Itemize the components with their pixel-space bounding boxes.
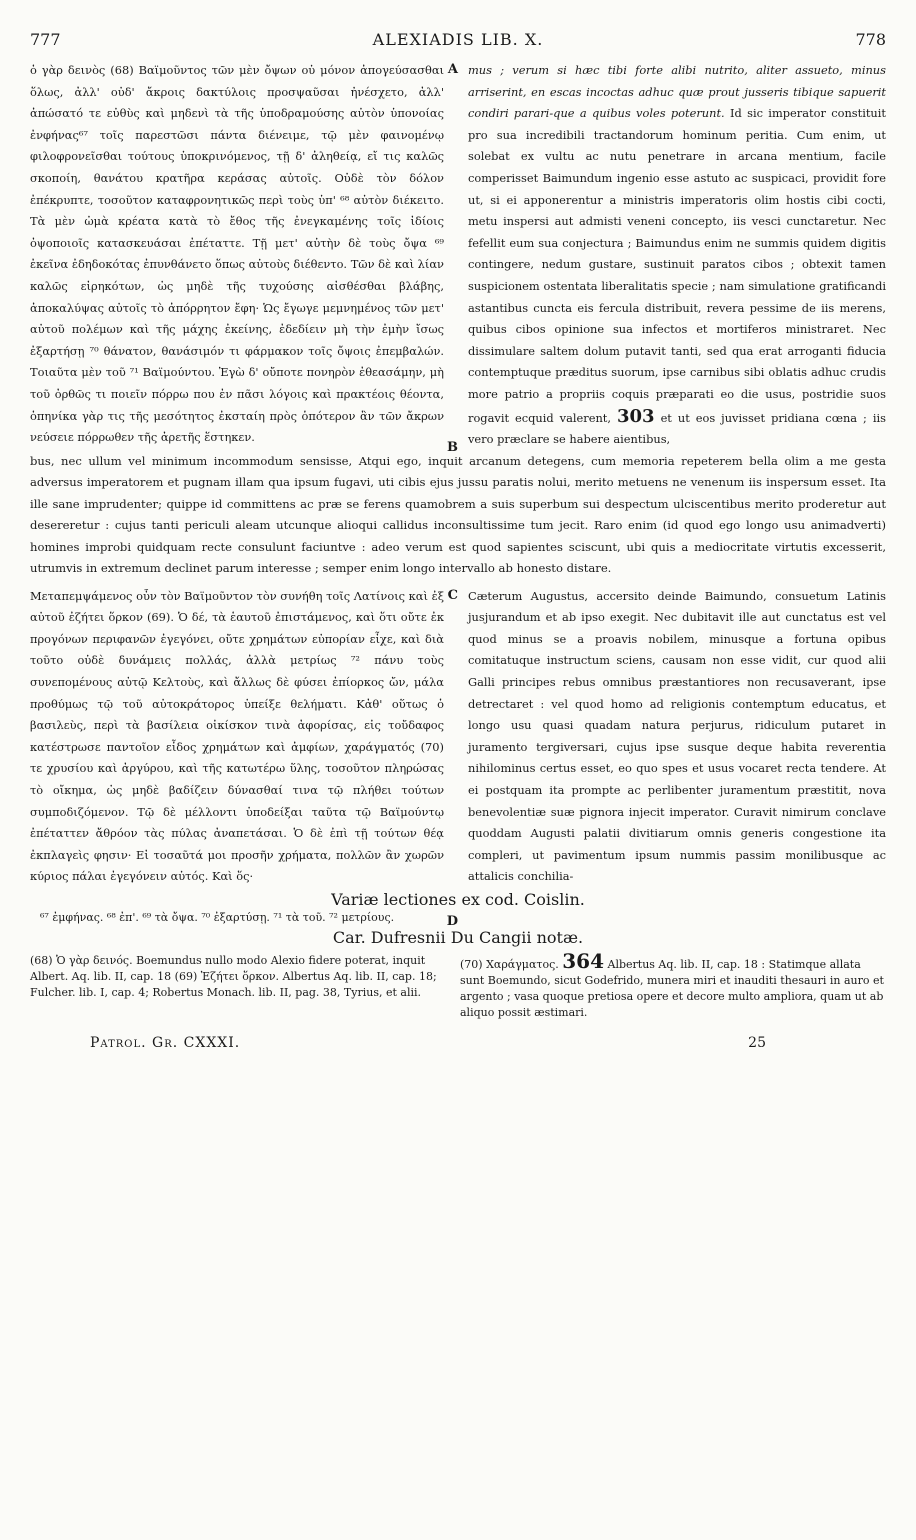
page-header	[30, 30, 886, 60]
greek-column-top	[30, 60, 458, 455]
column-number-303: 303	[617, 405, 655, 427]
margin-marker-d: D	[446, 913, 458, 929]
variants-line: ⁶⁷ ἐμφήνας. ⁶⁸ ἐπ'. ⁶⁹ τὰ ὄψα. ⁷⁰ ἐξαρτύσῃ. ⁷¹ τὰ τοῦ. ⁷² μετρίους.	[40, 911, 395, 924]
latin-text-bottom: Cæterum Augustus, accersito deinde Baimundo, consuetum Latinis jusjurandum et ab ipso exegit. Nec dubitavit ille aut cunctatus est vel quod minus se a proavis nobilem, minusque a fortuna opibus comitatuque instructum sciens, causam non esse vidit, cur quod alii Galli principes rebus omnibus præstantiores non recusaverant, ipse detrectaret : vel quod homo ad religionis contemptum educatus, et longo usu quasi quadam natura perjurus, ridiculum putaret in juramento tergiversari, cujus ipse susque deque habita reverentia nihilominus certus esset, eo quo spes et usus vocaret recta tendere. At ei postquam ita prompte ac perlibenter juramentum præstitit, nova benevolentiæ suæ pignora injecit imperator. Curavit nimirum conclave quoddam Augusti palatii divitiarum omnis generis congestione ita compleri, ut pavimentum ipsum nummis passim monilibusque ac attalicis conchilia-	[468, 588, 886, 884]
top-columns	[30, 60, 887, 455]
full-width-latin: bus, nec ullum vel minimum incommodum sensisse, Atqui ego, inquit arcanum detegens, cum memoria repeterem bella olim a me gesta adversus imperatorem et pugnam illam qua ipsum fugavi, uti cibis ejus jussu paratis nolui, merito metuens ne venenum iis inspersum esset. Ita ille sane imprudenter; quippe id committens ac præ se ferens quamobrem a suis superbum sui despectum ulciscentibus merito proderetur aut desereretur : cujus tanti periculi aleam utcunque alioqui callidus inconsultissime tum jecit. Raro enim (id quod ego longo usu animadverti) homines improbi quidquam recte consulunt faciuntve : adeo verum est quod sapientes sciscunt, ubi quis a mediocritate virtutis excesserit, utrumvis in extremum declinet parum interesse ; semper enim longo intervallo ab honesto distare.	[30, 453, 886, 576]
note-70-head: (70) Χαράγματος.	[460, 958, 559, 971]
latin-italic-text: mus ; verum si hæc tibi forte alibi nutrito, aliter assueto, minus arriserint, en escas incoctas adhuc quæ prout jusseris tibique sapuerit condiri parari-que a quibus voles poterunt.	[468, 63, 886, 121]
running-title: ALEXIADIS LIB. X.	[372, 30, 544, 49]
column-number-364: 364	[562, 949, 604, 973]
variants-title: Variæ lectiones ex cod. Coislin.	[331, 890, 585, 909]
latin-text-a: Id sic imperator constituit pro sua incredibili tractandorum hominum peritia. Cum enim, ut solebat ex vultu ac nutu penetrare in arcana mentium, facile comperisset Baimundum ingenio esse astuto ac suspicaci, providit fore ut, si ei apponerentur a ministris imperatoris olim hostis cibi cocti, metu inspersi aut admisti veneni concepto, iis vesci cunctaretur. Nec fefellit eum sua conjectura ; Baimundus enim ne summis quidem digitis contingere, nedum gustare, sustinuit paratos cibos ; obtexit tamen suspicionem ostentata liberalitatis specie ; nam simulatione gratificandi astantibus cuncta eis fercula distribuit, revera pessime de iis merens, quibus cibos opinione sua infectos et mortiferos ministraret. Nec dissimulare saltem dolum putavit tanti, sed qua erat arroganti fiducia contemptuque præditus suorum, ipse carnibus sibi oblatis adhuc crudis more patrio a propriis coquis præparati eo die usus, postridie suos rogavit ecquid valerent,	[468, 106, 886, 425]
page-number-right: 778	[855, 30, 886, 49]
notes-right	[460, 949, 886, 1021]
latin-column-bottom	[458, 586, 886, 888]
latin-column-top	[458, 60, 886, 451]
margin-marker-c: C	[447, 587, 458, 603]
margin-marker-a: A	[447, 62, 458, 77]
gathering-number: 25	[748, 1035, 766, 1051]
notes-title: Car. Dufresnii Du Cangii notæ.	[332, 928, 584, 947]
greek-text-top: ὁ γὰρ δεινὸς (68) Βαϊμοῦντος τῶν μὲν ὄψων οὐ μόνον ἀπογεύσασθαι ὅλως, ἀλλ' οὐδ' ἄκροις δακτύλοις προσψαῦσαι ἠνέσχετο, ἀλλ' ἀπώσατό τε εὐθὺς καὶ μηδενὶ τὰ τῆς ὑποδραμούσης αὐτὸν ὑπονοίας ἐνφήνας⁶⁷ τοῖς παρεστῶσι πάντα διένειμε, τῷ μὲν φαινομένῳ φιλοφρονεῖσθαι τούτους ὑποκρινόμενος, τῇ δ' ἀληθείᾳ, εἴ τις καλῶς σκοποίη, θανάτου κρατῆρα κεράσας αὐτοῖς. Οὐδὲ τὸν δόλον ἐπέκρυπτε, τοσοῦτον καταφρονητικῶς περὶ τοὺς ὑπ' ⁶⁸ αὐτὸν διέκειτο. Τὰ μὲν ὠμὰ κρέατα κατὰ τὸ ἔθος τῆς ἐνεγκαμένης τοῖς ἰδίοις ὀψοποιοῖς κατασκευάσαι ἐπέταττε. Τῇ μετ' αὐτὴν δὲ τοὺς ὄψα ⁶⁹ ἐκεῖνα ἐδηδοκότας ἐπυνθάνετο ὅπως αὐτοὺς διέθεντο. Τῶν δὲ καὶ λίαν καλῶς εἰρηκότων, ὡς μηδὲ τῆς τυχούσης αἰσθέσθαι βλάβης, ἀποκαλύψας αὐτοῖς τὸ ἀπόρρητον ἔφη· Ὡς ἔγωγε μεμνημένος τῶν μετ' αὐτοῦ πολέμων καὶ τῆς μάχης ἐκείνης, ἐδεδίειν μὴ τὴν ἐμὴν ἴσως ἐξαρτήσῃ ⁷⁰ θάνατον, θανάσιμόν τι φάρμακον τοῖς ὄψοις ἐπεμβαλών. Τοιαῦτα μὲν τοῦ ⁷¹ Βαϊμούντου. Ἐγὼ δ' οὔποτε πονηρὸν ἐθεασάμην, μὴ τοῦ ὀρθῶς τι ποιεῖν πόρρω που ἐν πᾶσι λόγοις καὶ πρακτέοις θέοντα, ὁπηνίκα γὰρ τις τῆς μεσότητος ἐκσταίη πρὸς ὁπότερον ἂν τῶν ἄκρων νεύσειε πόρρωθεν τῆς ἀρετῆς ἕστηκεν.	[30, 63, 444, 445]
patrologia-signature: Patrol. Gr. CXXXI.	[90, 1035, 241, 1051]
notes-columns	[30, 949, 886, 1021]
notes-left: (68) Ὁ γὰρ δεινός. Boemundus nullo modo Alexio fidere poterat, inquit Albert. Aq. lib. II, cap. 18 (69) Ἐζήτει ὅρκον. Albertus Aq. lib. II, cap. 18; Fulcher. lib. I, cap. 4; Robertus Monach. lib. II, pag. 38, Tyrius, et alii.	[30, 954, 437, 999]
document-page	[30, 30, 886, 1510]
greek-text-bottom: Μεταπεμψάμενος οὖν τὸν Βαϊμοῦντον τὸν συνήθη τοῖς Λατίνοις καὶ ἐξ αὐτοῦ ἐζήτει ὅρκον (69). Ὁ δέ, τὰ ἑαυτοῦ ἐπιστάμενος, καὶ ὅτι οὔτε ἐκ προγόνων περιφανῶν ἐγεγόνει, οὔτε χρημάτων εὐπορίαν εἶχε, καὶ διὰ τοῦτο οὐδὲ δυνάμεις πολλάς, ἀλλὰ μετρίως ⁷² πάνυ τοὺς συνεπομένους αὐτῷ Κελτοὺς, καὶ ἄλλως δὲ φύσει ἐπίορκος ὤν, μάλα προθύμως τῷ τοῦ αὐτοκράτορος ὑπείξε θελήματι. Κἀθ' οὕτως ὁ βασιλεὺς, περὶ τὰ βασίλεια οἰκίσκον τινὰ ἀφορίσας, εἰς τοὔδαφος κατέστρωσε παντοῖον εἶδος χρημάτων καὶ ἀμφίων, χαράγματός (70) τε χρυσίου καὶ ἀργύρου, καὶ τῆς κατωτέρω ὕλης, τοσοῦτον πληρώσας τὸ οἴκημα, ὡς μηδὲ βαδίζειν δύνασθαί τινα τῷ πλήθει τούτων συμποδιζόμενον. Τῷ δὲ μέλλοντι ὑποδείξαι ταῦτα τῷ Βαϊμούντῳ ἐπέταττεν ἄθρόον τὰς πύλας ἀναπετάσαι. Ὁ δὲ ἐπὶ τῇ τούτων θέᾳ ἐκπλαγεὶς φησιν· Εἰ τοσαῦτά μοι προσῆν χρήματα, πολλῶν ἂν χωρῶν κύριος πάλαι ἐγεγόνειν αὐτός. Καὶ ὅς·	[30, 588, 444, 884]
page-number-left: 777	[30, 30, 61, 49]
latin-text-b: et ut eos juvisset pridiana cœna ; iis vero præclare se habere aientibus,	[468, 410, 887, 447]
margin-marker-b: B	[447, 440, 458, 455]
page-footer	[30, 1035, 886, 1051]
note-70-text: Albertus Aq. lib. II, cap. 18 : Statimque allata sunt Boemundo, sicut Godefrido, munera miri et inauditi thesauri in auro et argento ; vasa quoque pretiosa opere et decore multo ampliora, quam ut ab aliquo possit æstimari.	[460, 958, 884, 1019]
latin-text-top	[468, 60, 886, 451]
